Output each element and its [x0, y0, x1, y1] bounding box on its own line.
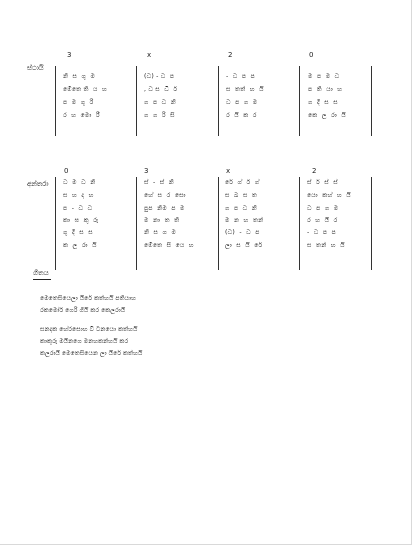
anthara-notation-line: පුප නිම ප ම	[144, 205, 185, 212]
sthayi-beat-4: 0	[309, 51, 314, 59]
lyric-line: කාකුරු මයිනගෙ මනහකන්හයි කර	[40, 338, 129, 345]
sthayi-bar-line	[299, 66, 300, 136]
sthayi-notation-line: ග ප ධ නි	[144, 99, 177, 106]
anthara-bar-line	[55, 177, 56, 270]
anthara-beat-4: 2	[312, 167, 317, 175]
lyric-line: මෙතෙසියෙලා යිරේ කත්හයි පතියාහ	[40, 295, 137, 302]
anthara-bar-line	[371, 177, 372, 270]
sthayi-notation-line: - ධ ප ප	[226, 73, 255, 80]
anthara-notation-line: ස හ ද හ	[63, 192, 94, 199]
anthara-notation-line: යො කහ් හ යි	[307, 192, 351, 199]
anthara-notation-line: ස් - ස් නි	[144, 179, 174, 186]
anthara-notation-line: ස ඛ ස ත	[225, 192, 258, 199]
sthayi-beat-2: x	[147, 51, 152, 59]
anthara-notation-line: කා ඝ කු රු	[63, 217, 99, 224]
anthara-bar-line	[136, 177, 137, 270]
sthayi-notation-line: ප ති යා හ	[308, 86, 343, 93]
anthara-bar-line	[299, 177, 300, 270]
anthara-notation-line: ගු දී ස ස	[63, 229, 93, 236]
sthayi-bar-line	[371, 66, 372, 136]
anthara-beat-1: 0	[64, 167, 69, 175]
sthayi-notation-line: ර හ මො රී	[63, 112, 100, 119]
anthara-notation-line: ප - ධ ධ	[63, 205, 93, 212]
anthara-notation-line: ම නා ත ති	[144, 217, 180, 224]
sthayi-beat-3: 2	[228, 51, 233, 59]
sthayi-bar-line	[218, 66, 219, 136]
sthayi-notation-line: නි ස ගු ම	[63, 73, 96, 80]
anthara-notation-line: ධ ම ධ නි	[63, 179, 96, 186]
anthara-notation-line: (ධ) - ධ ප	[225, 229, 260, 236]
sthayi-notation-line: ර යි ක ර	[226, 112, 257, 119]
anthara-beat-2: 3	[144, 167, 149, 175]
anthara-notation-line: ලා ස යි රේ	[225, 242, 263, 249]
sthayi-notation-line: ග ග රි සි	[144, 112, 175, 119]
anthara-notation-line: ස් ර් ස් ස්	[307, 179, 338, 186]
sthayi-bar-line	[55, 66, 56, 136]
sthayi-notation-line: ධ ප ග ම	[226, 99, 258, 106]
anthara-notation-line: ධ ප ග ම	[307, 205, 339, 212]
anthara-notation-line: ස තන් හ යි	[307, 242, 345, 249]
anthara-notation-line: මේතෙ සි යෙ හ	[144, 242, 194, 249]
sthayi-label: ස්ථායි	[27, 64, 44, 72]
lyric-line: කලරායි මෙතෙසියෙන ලා යිරේ කත්හයි	[40, 350, 143, 357]
lyric-line: සනදක හේරසොහ වී ටනයො කත්හයි	[40, 326, 138, 333]
sthayi-notation-line: ම ප ම ධ	[308, 73, 340, 80]
anthara-bar-line	[218, 177, 219, 270]
sthayi-notation-line: , ධ ස ධි ර්	[144, 86, 178, 93]
anthara-notation-line: රේ ග් ර් ග්	[225, 179, 260, 186]
sthayi-bar-line	[136, 66, 137, 136]
anthara-notation-line: හේ ස ර සො	[144, 192, 186, 199]
lyrics-heading-underline	[33, 279, 51, 280]
anthara-beat-3: x	[226, 167, 231, 175]
sthayi-notation-line: කෙ ල රා යි	[308, 112, 346, 119]
sthayi-notation-line: (ධ) - ධ ප	[144, 73, 175, 80]
lyrics-heading: ගීතය	[33, 269, 49, 277]
anthara-notation-line: ග ප ධ නි	[225, 205, 258, 212]
anthara-notation-line: නි ස ග ම	[144, 229, 177, 236]
sthayi-notation-line: ස තත් හ යි	[226, 86, 264, 93]
sthayi-notation-line: ප ම ගු රි	[63, 99, 94, 106]
anthara-notation-line: ක ල රා යි	[63, 242, 97, 249]
anthara-notation-line: - ධ ප ප	[307, 229, 336, 236]
lyric-line: රකමෝර් ගෙරි ගියි කර කෙලරායි	[40, 307, 126, 314]
sthayi-notation-line: මේතෙ ති ය හ	[63, 86, 108, 93]
sthayi-notation-line: ග දී ස ස	[308, 99, 338, 106]
anthara-label: අන්තරා	[27, 180, 49, 188]
anthara-notation-line: ර හ යි ර	[307, 217, 338, 224]
anthara-notation-line: ම න හ තන්	[225, 217, 264, 224]
sthayi-beat-1: 3	[67, 51, 72, 59]
